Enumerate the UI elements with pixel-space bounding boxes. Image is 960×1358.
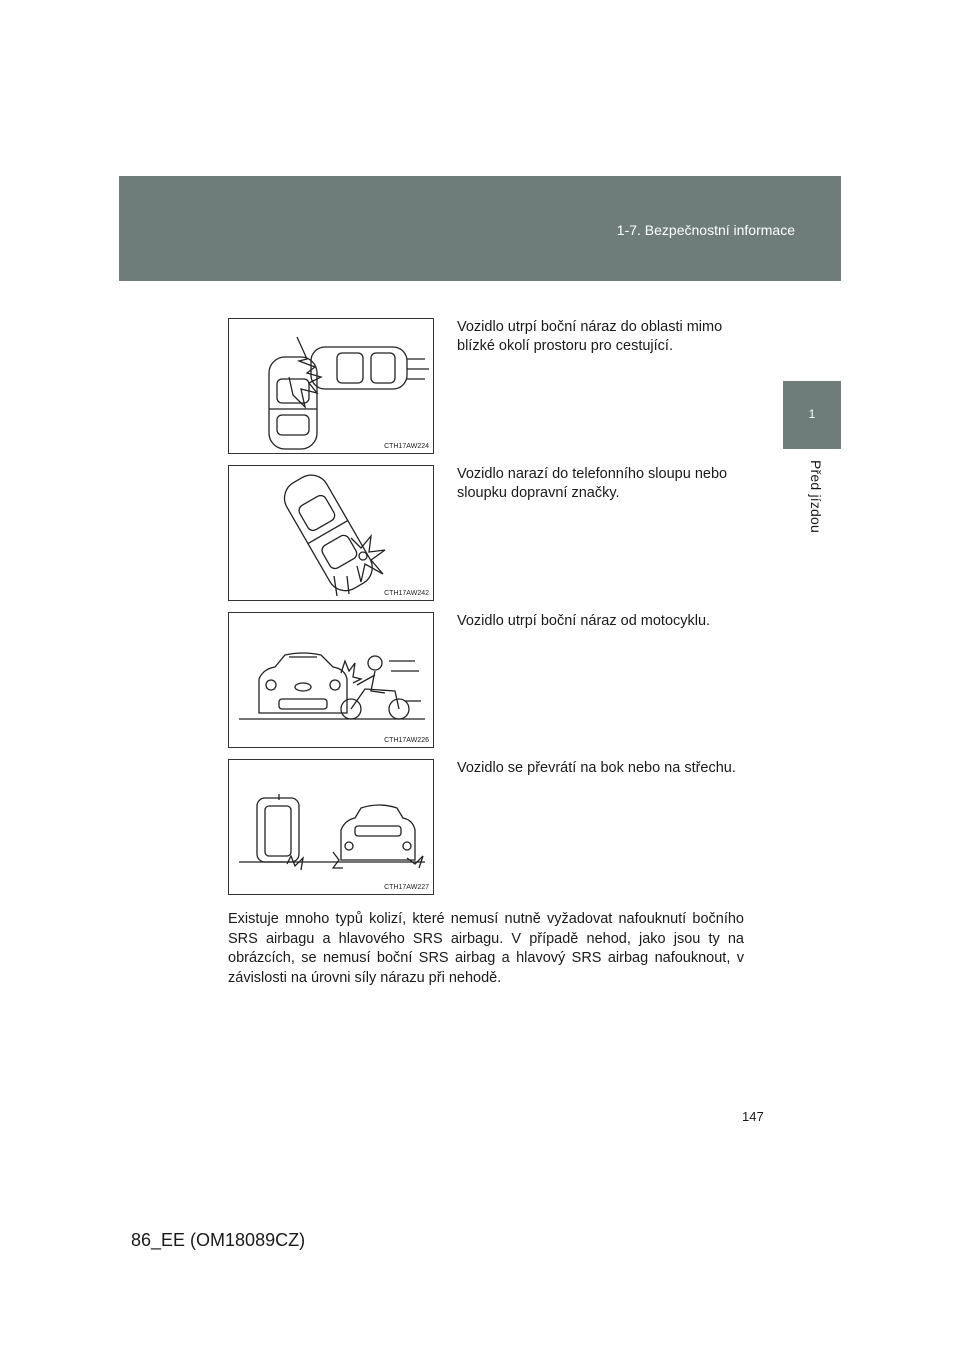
figure-code: CTH17AW226 bbox=[384, 737, 429, 744]
figure-caption: Vozidlo se převrátí na bok nebo na střechu. bbox=[457, 760, 736, 776]
document-code: 86_EE (OM18089CZ) bbox=[131, 1230, 306, 1250]
chapter-tab bbox=[783, 381, 841, 449]
figure-caption: Vozidlo utrpí boční náraz do oblasti mimo blízké okolí prostoru pro cestující. bbox=[457, 319, 723, 354]
header-band bbox=[119, 176, 841, 281]
chapter-name: Před jízdou bbox=[808, 460, 824, 534]
figure-frame bbox=[228, 612, 434, 748]
figure-code: CTH17AW224 bbox=[384, 443, 429, 450]
page-number: 147 bbox=[742, 1109, 764, 1124]
figure-caption: Vozidlo narazí do telefonního sloupu nebo sloupku dopravní značky. bbox=[457, 466, 728, 501]
figure-frame bbox=[228, 465, 434, 601]
body-paragraph: Existuje mnoho typů kolizí, které nemusí nutně vyžadovat nafouknutí bočního SRS airbagu a hlavového SRS airbagu. V případě nehod, jako jsou ty na obrázcích, se nemusí boční SRS airbag a hlavový SRS airbag nafouknout, v závislosti na úrovni síly nárazu při nehodě. bbox=[228, 911, 744, 986]
pole-impact-illustration-icon bbox=[229, 466, 433, 600]
figure-frame bbox=[228, 759, 434, 895]
rollover-illustration-icon bbox=[229, 760, 433, 894]
figure-caption: Vozidlo utrpí boční náraz od motocyklu. bbox=[457, 613, 711, 629]
section-title: 1-7. Bezpečnostní informace bbox=[616, 222, 795, 238]
figure-code: CTH17AW242 bbox=[384, 590, 429, 597]
figure-code: CTH17AW227 bbox=[384, 884, 429, 891]
motorcycle-impact-illustration-icon bbox=[229, 613, 433, 747]
figure-frame bbox=[228, 318, 434, 454]
side-impact-illustration-icon bbox=[229, 319, 433, 453]
chapter-number: 1 bbox=[808, 407, 816, 421]
